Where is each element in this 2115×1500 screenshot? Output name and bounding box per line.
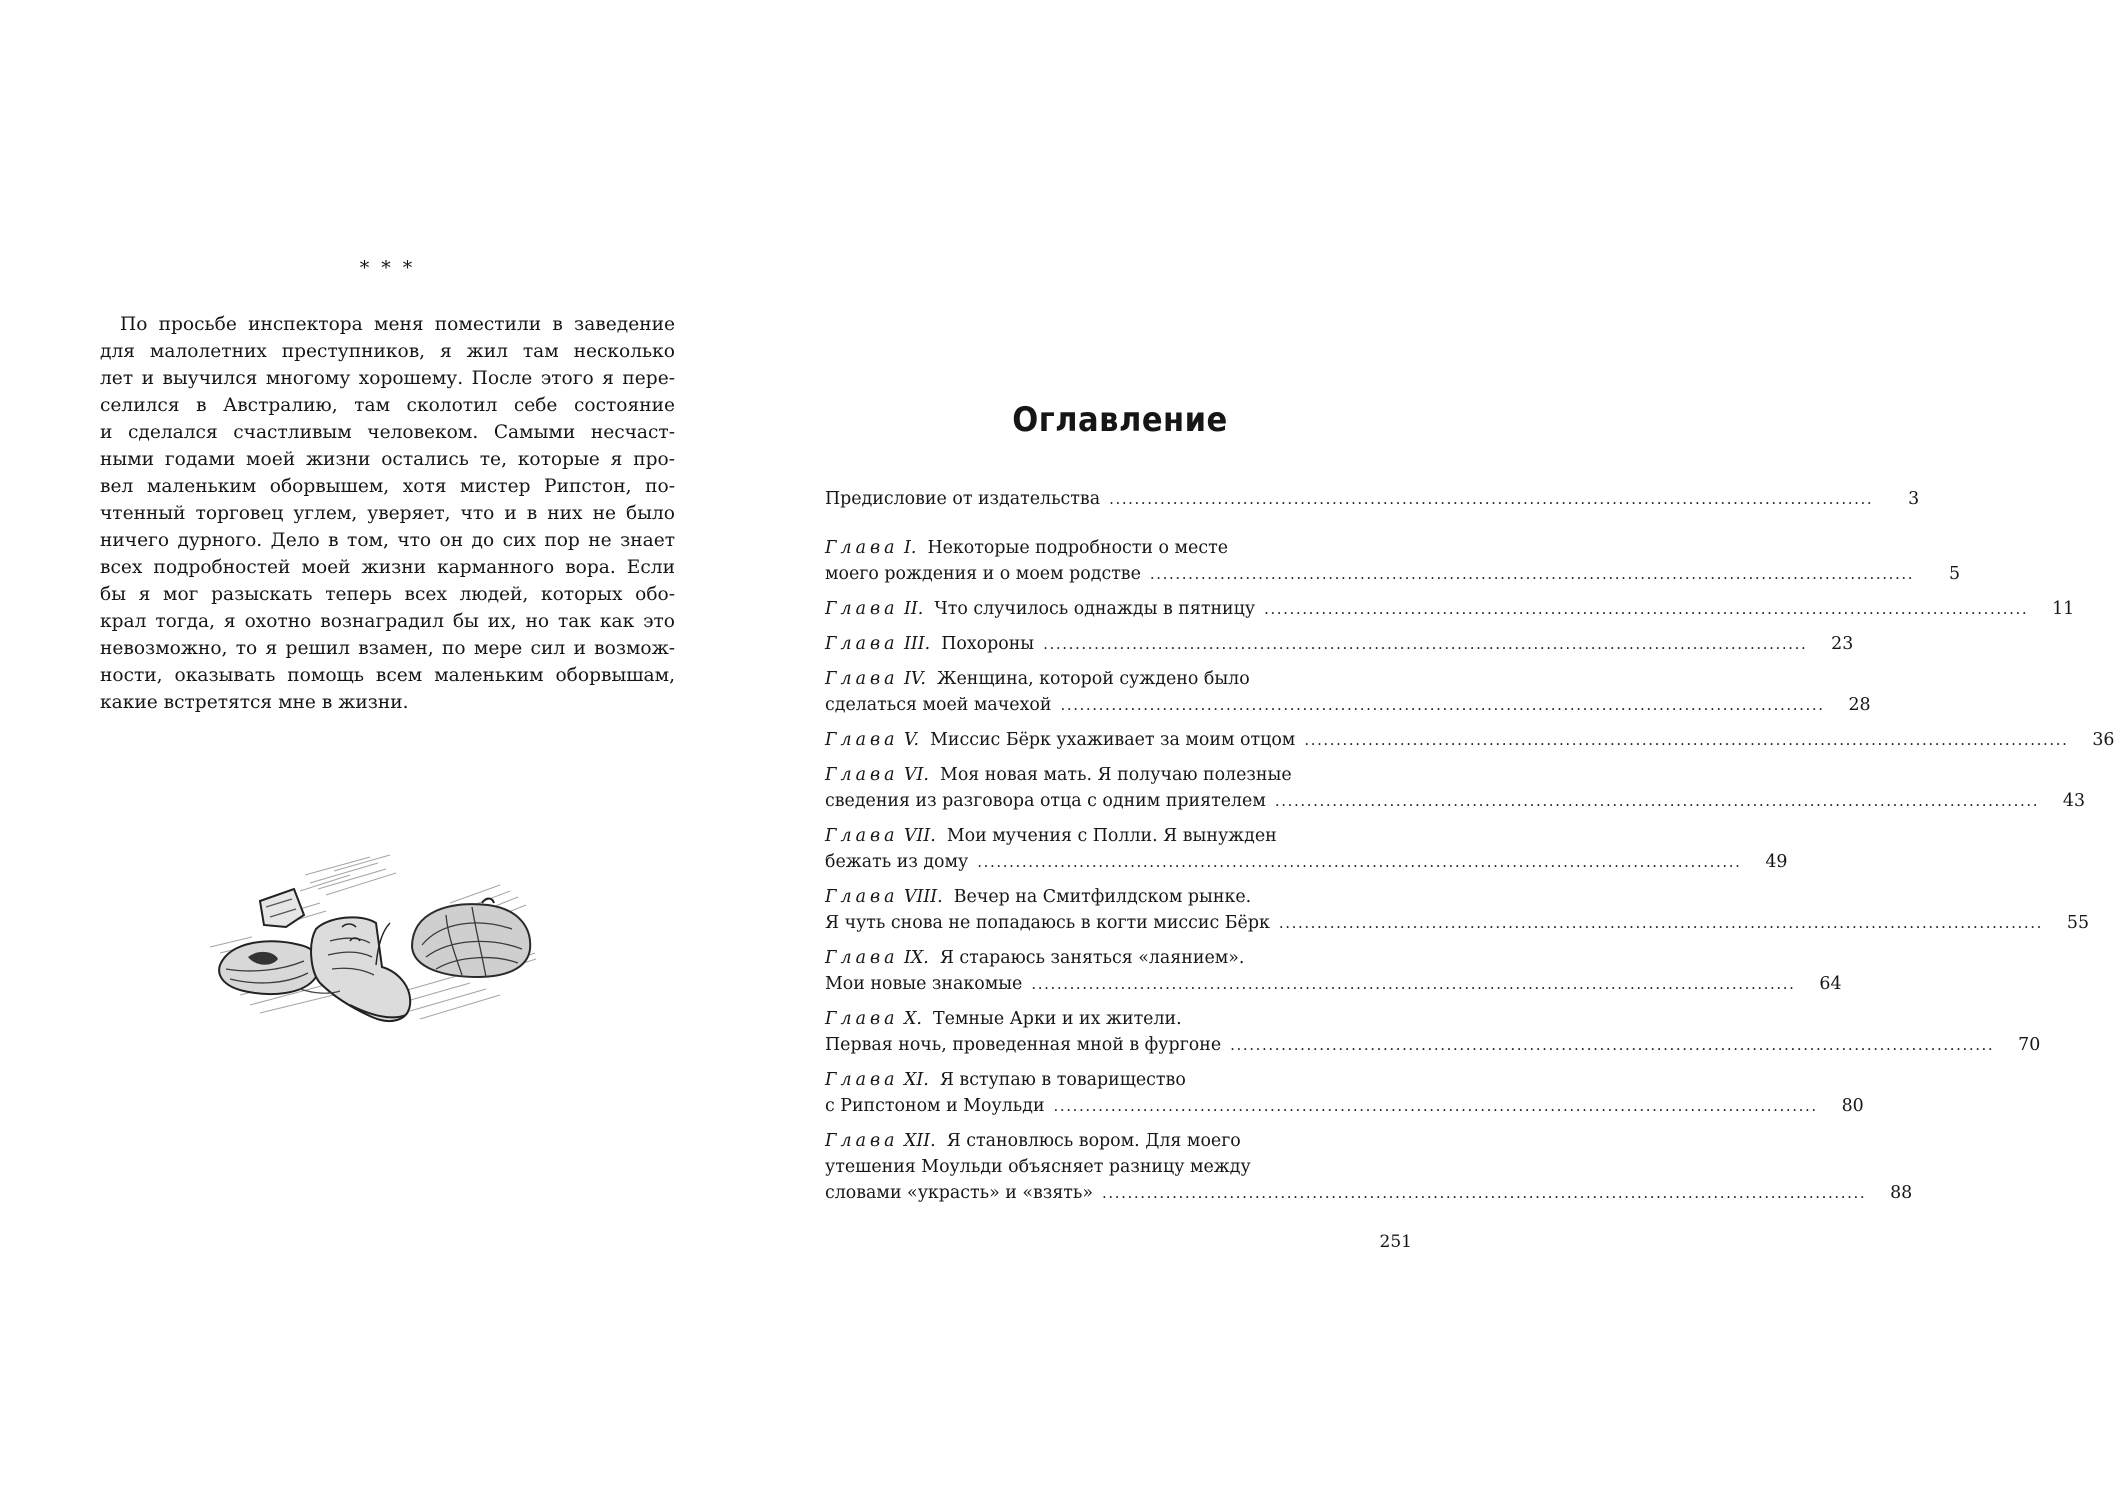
closing-paragraph xyxy=(100,311,675,716)
toc-entry-text xyxy=(825,486,1100,512)
toc-entry-line xyxy=(825,535,1412,561)
toc-entry-line xyxy=(825,596,2075,622)
paragraph-line: ничего дурного. Дело в том, что он до сих пор не знает xyxy=(100,530,675,551)
toc-entry-text xyxy=(825,727,1295,753)
toc-entry-line xyxy=(825,971,1842,997)
page-number: 251 xyxy=(1379,1232,1412,1252)
chapter-word: Глава xyxy=(825,948,899,968)
toc-entry-text xyxy=(825,1032,1221,1058)
toc-entry-line xyxy=(825,1006,1412,1032)
toc-entry-line xyxy=(825,561,1961,587)
toc-entry-text xyxy=(825,1180,1093,1206)
toc-entry-line xyxy=(825,849,1788,875)
toc-page-number: 11 xyxy=(2052,599,2075,619)
toc-entry-line xyxy=(825,1032,2041,1058)
toc-entry-text xyxy=(825,1157,1251,1177)
chapter-title-text: Что случилось однажды в пятницу xyxy=(934,599,1256,619)
toc-entry-chapter xyxy=(825,666,1871,718)
toc-entry-chapter xyxy=(825,945,1842,997)
chapter-title-text: Темные Арки и их жители. xyxy=(932,1009,1182,1029)
toc-page-number: 43 xyxy=(2062,791,2086,811)
toc-entry-text xyxy=(825,538,1228,558)
toc-entry-line xyxy=(825,945,1412,971)
right-shoe xyxy=(300,917,410,1021)
dot-leader: ........................................................................................................................ xyxy=(1031,975,1796,993)
chapter-word: Глава xyxy=(825,599,899,619)
toc-entry-line xyxy=(825,666,1412,692)
toc-entry-line xyxy=(825,486,1920,512)
paragraph-line: крал тогда, я охотно вознаградил бы их, но так как это xyxy=(100,611,675,632)
toc-page-number: 80 xyxy=(1841,1096,1864,1116)
toc-entry-text xyxy=(825,631,1034,657)
toc-page-number: 55 xyxy=(2066,913,2090,933)
section-separator: * * * xyxy=(359,257,416,279)
toc-entry-line xyxy=(825,1154,1412,1180)
toc-entry-text xyxy=(825,692,1051,718)
chapter-title-text: Вечер на Смитфилдском рынке. xyxy=(953,887,1252,907)
paragraph-line: невозможно, то я решил взамен, по мере сил и возмож- xyxy=(100,638,675,659)
paragraph-line: всех подробностей моей жизни карманного вора. Если xyxy=(100,557,675,578)
toc-entry-line xyxy=(825,631,1854,657)
chapter-word: Глава xyxy=(825,1009,899,1029)
chapter-title-text: Похороны xyxy=(941,634,1035,654)
toc-page-number: 36 xyxy=(2092,730,2115,750)
chapter-word: Глава xyxy=(825,669,899,689)
toc-entry-text xyxy=(825,887,1251,907)
chapter-title-text: Мои новые знакомые xyxy=(825,974,1023,994)
paragraph-line: вел маленьким оборвышем, хотя мистер Рипстон, по- xyxy=(100,476,675,497)
toc-entry-text xyxy=(825,948,1244,968)
dot-leader: ........................................................................................................................ xyxy=(1264,600,2029,618)
chapter-number: VII. xyxy=(903,826,936,846)
paragraph-line: селился в Австралию, там сколотил себе состояние xyxy=(100,395,675,416)
dot-leader: ........................................................................................................................ xyxy=(1043,635,1808,653)
chapter-word: Глава xyxy=(825,538,899,558)
toc-entry-chapter xyxy=(825,631,1854,657)
toc-entry-line xyxy=(825,910,2090,936)
paragraph-line: какие встретятся мне в жизни. xyxy=(100,692,409,713)
chapter-title-text: Предисловие от издательства xyxy=(825,489,1101,509)
toc-entry-line xyxy=(825,788,2086,814)
chapter-number: VIII. xyxy=(903,887,943,907)
dot-leader: ........................................................................................................................ xyxy=(1274,792,2040,810)
chapter-number: IX. xyxy=(903,948,929,968)
chapter-title-text: сведения из разговора отца с одним приятелем xyxy=(825,791,1266,811)
chapter-title-text: сделаться моей мачехой xyxy=(825,695,1052,715)
chapter-word: Глава xyxy=(825,887,899,907)
toc-entry-chapter xyxy=(825,596,2075,622)
toc-page-number: 5 xyxy=(1949,564,1961,584)
toc-page-number: 3 xyxy=(1908,489,1920,509)
paragraph-line: и сделался счастливым человеком. Самыми несчаст- xyxy=(100,422,675,443)
dot-leader: ........................................................................................................................ xyxy=(1102,1184,1867,1202)
toc-entry-chapter xyxy=(825,535,1961,587)
table-of-contents xyxy=(825,486,2115,1206)
toc-page-number: 70 xyxy=(2018,1035,2041,1055)
toc-entry-chapter xyxy=(825,762,2086,814)
chapter-title-text: Миссис Бёрк ухаживает за моим отцом xyxy=(930,730,1296,750)
chapter-title-text: Я чуть снова не попадаюсь в когти миссис Бёрк xyxy=(825,913,1270,933)
toc-entry-text xyxy=(825,765,1292,785)
toc-entry-chapter xyxy=(825,884,2090,936)
toc-page-number: 23 xyxy=(1831,634,1854,654)
toc-entry-text xyxy=(825,561,1141,587)
chapter-number: IV. xyxy=(903,669,926,689)
chapter-number: VI. xyxy=(903,765,929,785)
toc-entry-line xyxy=(825,727,2115,753)
toc-entry-text xyxy=(825,1093,1045,1119)
chapter-word: Глава xyxy=(825,765,899,785)
paragraph-line: ными годами моей жизни остались те, которые я про- xyxy=(100,449,675,470)
chapter-title-text: Мои мучения с Полли. Я вынужден xyxy=(946,826,1277,846)
dot-leader: ........................................................................................................................ xyxy=(1109,490,1874,508)
toc-page-number: 28 xyxy=(1848,695,1871,715)
toc-entry-text xyxy=(825,910,1270,936)
paragraph-line: чтенный торговец углем, уверяет, что и в них не было xyxy=(100,503,675,524)
chapter-title-text: Некоторые подробности о месте xyxy=(927,538,1228,558)
chapter-number: I. xyxy=(903,538,917,558)
paragraph-line: ности, оказывать помощь всем маленьким оборвышам, xyxy=(100,665,675,686)
chapter-title-text: бежать из дому xyxy=(825,852,969,872)
shoes-and-cap-illustration xyxy=(200,845,545,1035)
right-page xyxy=(750,0,2115,1500)
toc-title: Оглавление xyxy=(1012,400,1228,440)
toc-page-number: 88 xyxy=(1890,1183,1913,1203)
chapter-title-text: Женщина, которой суждено было xyxy=(936,669,1250,689)
toc-entry-text xyxy=(825,1131,1241,1151)
toc-entry-text xyxy=(825,788,1266,814)
chapter-number: XI. xyxy=(903,1070,929,1090)
chapter-number: III. xyxy=(903,634,931,654)
chapter-number: V. xyxy=(903,730,920,750)
toc-entry-line xyxy=(825,762,1412,788)
toc-entry-text xyxy=(825,971,1022,997)
chapter-word: Глава xyxy=(825,634,899,654)
toc-entry-line xyxy=(825,692,1871,718)
chapter-title-text: утешения Моульди объясняет разницу между xyxy=(825,1157,1251,1177)
toc-entry-line xyxy=(825,1180,1913,1206)
dot-leader: ........................................................................................................................ xyxy=(1230,1036,1995,1054)
dot-leader: ........................................................................................................................ xyxy=(1060,696,1825,714)
dot-leader: ........................................................................................................................ xyxy=(977,853,1742,871)
left-page xyxy=(0,0,750,1500)
chapter-title-text: моего рождения и о моем родстве xyxy=(825,564,1141,584)
toc-entry-text xyxy=(825,596,1255,622)
sketch-shoes-cap xyxy=(200,845,545,1035)
toc-entry-text xyxy=(825,1009,1182,1029)
toc-entry-chapter xyxy=(825,1128,1913,1206)
toc-entry-text xyxy=(825,826,1277,846)
chapter-word: Глава xyxy=(825,826,899,846)
toc-entry-chapter xyxy=(825,823,1788,875)
paragraph-line: бы я мог разыскать теперь всех людей, которых обо- xyxy=(100,584,675,605)
chapter-title-text: Я стараюсь заняться «лаянием». xyxy=(939,948,1245,968)
paragraph-line: для малолетних преступников, я жил там несколько xyxy=(100,341,675,362)
chapter-title-text: Я вступаю в товарищество xyxy=(939,1070,1186,1090)
dot-leader: ........................................................................................................................ xyxy=(1149,565,1915,583)
chapter-number: XII. xyxy=(903,1131,936,1151)
chapter-title-text: словами «украсть» и «взять» xyxy=(825,1183,1094,1203)
toc-entry-line xyxy=(825,1067,1412,1093)
dot-leader: ........................................................................................................................ xyxy=(1304,731,2069,749)
chapter-number: X. xyxy=(903,1009,922,1029)
toc-entry-chapter xyxy=(825,1067,1864,1119)
dot-leader: ........................................................................................................................ xyxy=(1053,1097,1818,1115)
toc-entry-preface xyxy=(825,486,1920,512)
chapter-title-text: с Рипстоном и Моульди xyxy=(825,1096,1045,1116)
dot-leader: ........................................................................................................................ xyxy=(1278,914,2044,932)
paragraph-line: По просьбе инспектора меня поместили в заведение xyxy=(120,314,675,335)
toc-entry-line xyxy=(825,823,1412,849)
chapter-word: Глава xyxy=(825,1070,899,1090)
chapter-word: Глава xyxy=(825,1131,899,1151)
toc-page-number: 64 xyxy=(1819,974,1842,994)
chapter-title-text: Первая ночь, проведенная мной в фургоне xyxy=(825,1035,1222,1055)
toc-entry-line xyxy=(825,1128,1412,1154)
toc-page-number: 49 xyxy=(1765,852,1788,872)
toc-entry-text xyxy=(825,1070,1186,1090)
chapter-title-text: Моя новая мать. Я получаю полезные xyxy=(940,765,1292,785)
toc-entry-line xyxy=(825,1093,1864,1119)
chapter-number: II. xyxy=(903,599,924,619)
paragraph-line: лет и выучился многому хорошему. После этого я пере- xyxy=(100,368,675,389)
toc-entry-text xyxy=(825,669,1250,689)
chapter-title-text: Я становлюсь вором. Для моего xyxy=(946,1131,1241,1151)
toc-entry-chapter xyxy=(825,727,2115,753)
toc-entry-text xyxy=(825,849,968,875)
toc-entry-line xyxy=(825,884,1412,910)
toc-entry-chapter xyxy=(825,1006,2041,1058)
chapter-word: Глава xyxy=(825,730,899,750)
